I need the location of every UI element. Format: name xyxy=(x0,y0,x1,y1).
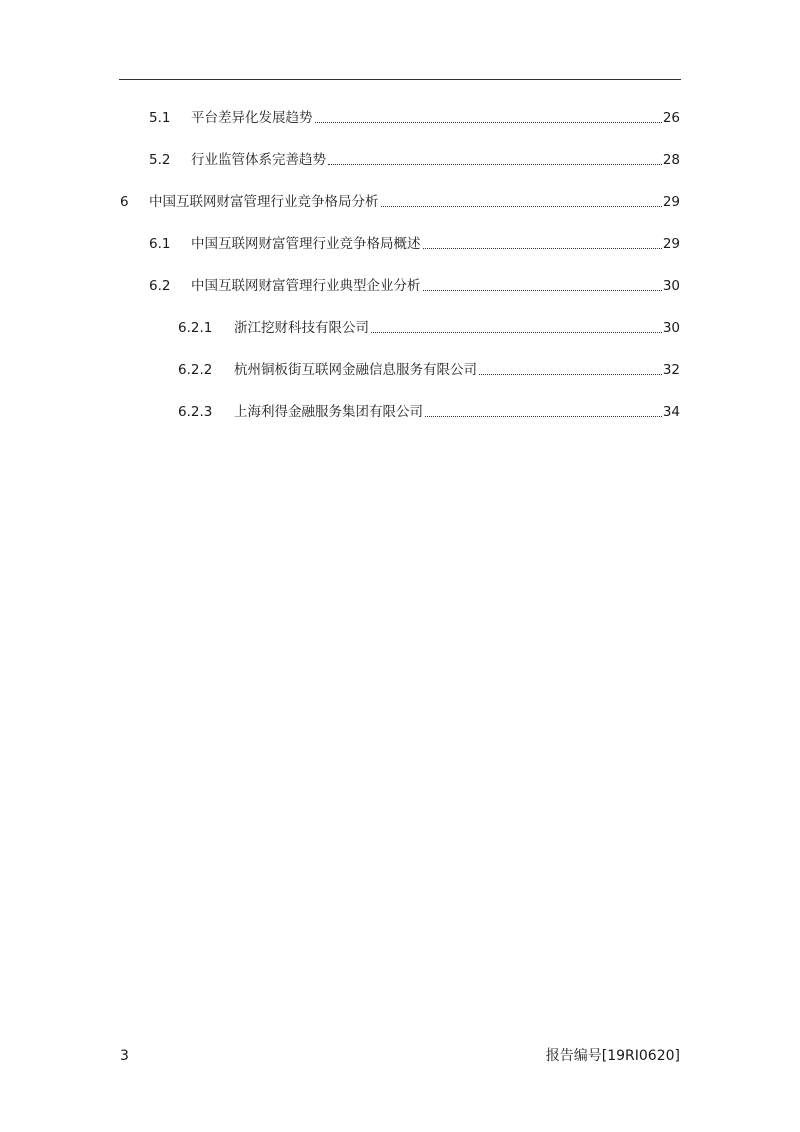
toc-entry-title: 中国互联网财富管理行业竞争格局概述 xyxy=(191,236,421,252)
toc-dot-leader xyxy=(423,289,662,291)
toc-dot-leader xyxy=(381,205,662,207)
toc-dot-leader xyxy=(328,163,662,165)
toc-entry-title: 中国互联网财富管理行业竞争格局分析 xyxy=(149,194,379,210)
toc-entry-title: 行业监管体系完善趋势 xyxy=(191,152,326,168)
toc-dot-leader xyxy=(371,331,662,333)
toc-entry-page: 29 xyxy=(662,194,680,210)
toc-entry-page: 28 xyxy=(662,152,680,168)
toc-entry-number: 6 xyxy=(120,194,129,210)
toc-entry-title: 杭州铜板街互联网金融信息服务有限公司 xyxy=(234,362,477,378)
footer-page-number: 3 xyxy=(120,1048,129,1064)
toc-entry-page: 30 xyxy=(662,320,680,336)
toc-entry-6[interactable] xyxy=(120,192,680,212)
toc-entry-number: 6.2.1 xyxy=(178,320,213,336)
toc-entry-number: 6.1 xyxy=(149,236,171,252)
toc-entry-title: 中国互联网财富管理行业典型企业分析 xyxy=(191,278,421,294)
toc-entry-page: 32 xyxy=(662,362,680,378)
toc-entry-number: 6.2.3 xyxy=(178,404,213,420)
footer-report-id: 报告编号[19RI0620] xyxy=(545,1048,680,1064)
toc-entry-5-2[interactable] xyxy=(149,150,680,170)
header-rule xyxy=(119,79,681,80)
toc-dot-leader xyxy=(425,415,662,417)
toc-entry-number: 6.2 xyxy=(149,278,171,294)
toc-entry-6-1[interactable] xyxy=(149,234,680,254)
toc-entry-number: 6.2.2 xyxy=(178,362,213,378)
toc-entry-6-2-1[interactable] xyxy=(178,318,680,338)
toc-entry-page: 30 xyxy=(662,278,680,294)
toc-entry-6-2-3[interactable] xyxy=(178,402,680,422)
toc-entry-title: 平台差异化发展趋势 xyxy=(191,110,313,126)
toc-dot-leader xyxy=(315,121,662,123)
toc-entry-6-2[interactable] xyxy=(149,276,680,296)
toc-entry-5-1[interactable] xyxy=(149,108,680,128)
toc-entry-page: 34 xyxy=(662,404,680,420)
toc-entry-page: 29 xyxy=(662,236,680,252)
toc-entry-6-2-2[interactable] xyxy=(178,360,680,380)
toc-entry-title: 浙江挖财科技有限公司 xyxy=(234,320,369,336)
toc-entry-page: 26 xyxy=(662,110,680,126)
toc-entry-title: 上海利得金融服务集团有限公司 xyxy=(234,404,423,420)
toc-dot-leader xyxy=(423,247,662,249)
toc-dot-leader xyxy=(479,373,662,375)
toc-entry-number: 5.2 xyxy=(149,152,171,168)
toc-entry-number: 5.1 xyxy=(149,110,171,126)
